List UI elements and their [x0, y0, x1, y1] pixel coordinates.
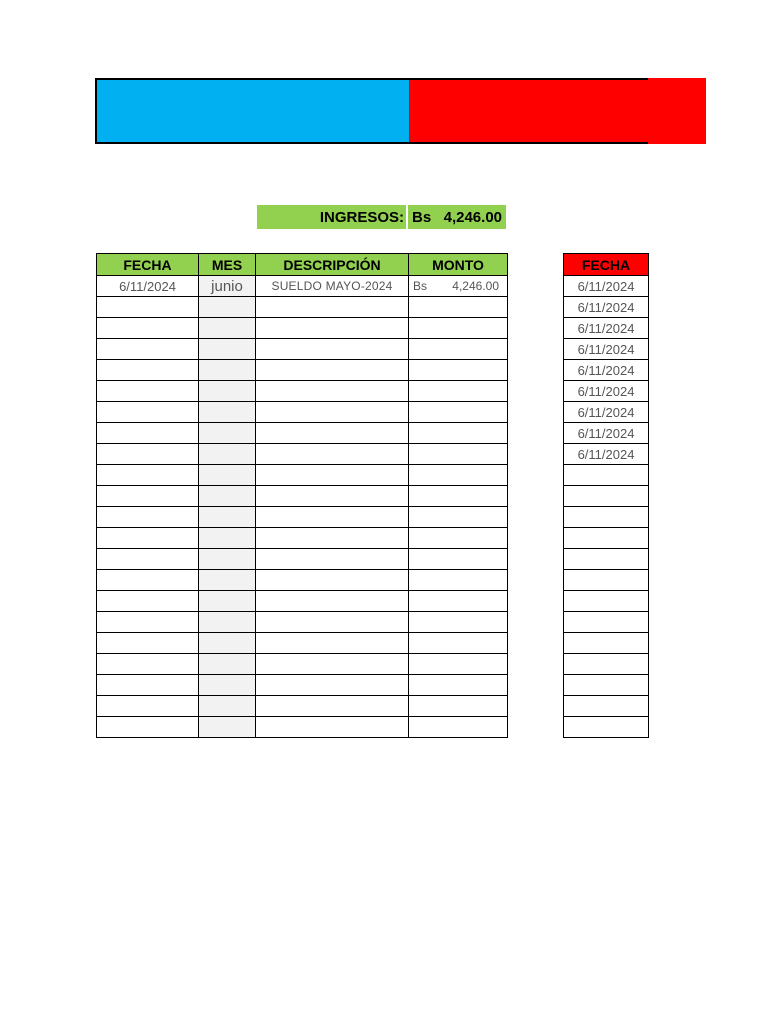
table-row [97, 717, 508, 738]
cell-mes[interactable] [199, 486, 256, 507]
cell-fecha[interactable] [97, 486, 199, 507]
side-header-fecha: FECHA [564, 254, 649, 276]
cell-descripcion[interactable] [256, 339, 409, 360]
table-row [97, 570, 508, 591]
cell-monto[interactable] [409, 318, 508, 339]
side-cell-fecha[interactable]: 6/11/2024 [564, 276, 649, 297]
side-table-row [564, 402, 649, 423]
cell-monto[interactable] [409, 654, 508, 675]
table-row [97, 276, 508, 297]
cell-fecha[interactable] [97, 402, 199, 423]
cell-mes[interactable] [199, 297, 256, 318]
header-descripcion: DESCRIPCIÓN [256, 254, 409, 276]
table-row [97, 591, 508, 612]
table-row [97, 612, 508, 633]
side-table-row [564, 696, 649, 717]
side-cell-fecha[interactable] [564, 717, 649, 738]
cell-fecha[interactable] [97, 591, 199, 612]
side-table-row [564, 381, 649, 402]
side-cell-fecha[interactable] [564, 507, 649, 528]
cell-fecha[interactable] [97, 507, 199, 528]
table-row [97, 528, 508, 549]
cell-fecha[interactable] [97, 339, 199, 360]
cell-monto[interactable] [409, 360, 508, 381]
ingresos-amount: 4,246.00 [443, 208, 502, 226]
table-row [97, 486, 508, 507]
ingresos-currency: Bs [412, 208, 432, 226]
cell-monto[interactable] [409, 402, 508, 423]
side-table-row [564, 276, 649, 297]
cell-monto[interactable] [409, 486, 508, 507]
cell-mes[interactable] [199, 549, 256, 570]
table-header-row [97, 254, 508, 276]
cell-mes[interactable] [199, 612, 256, 633]
cell-descripcion[interactable] [256, 486, 409, 507]
cell-mes[interactable] [199, 465, 256, 486]
cell-descripcion[interactable] [256, 717, 409, 738]
cell-descripcion[interactable] [256, 528, 409, 549]
banner-red-border [409, 78, 648, 144]
cell-mes[interactable] [199, 696, 256, 717]
side-cell-fecha[interactable] [564, 612, 649, 633]
cell-descripcion[interactable] [256, 402, 409, 423]
cell-fecha[interactable] [97, 318, 199, 339]
cell-mes[interactable] [199, 675, 256, 696]
cell-mes[interactable] [199, 444, 256, 465]
cell-fecha[interactable] [97, 570, 199, 591]
cell-descripcion[interactable] [256, 297, 409, 318]
cell-fecha[interactable] [97, 696, 199, 717]
fecha-side-table [563, 253, 649, 738]
cell-descripcion[interactable] [256, 612, 409, 633]
monto-amount: 4,246.00 [452, 279, 499, 293]
cell-mes[interactable] [199, 654, 256, 675]
table-row [97, 381, 508, 402]
cell-monto[interactable] [409, 717, 508, 738]
cell-mes[interactable] [199, 591, 256, 612]
table-row [97, 675, 508, 696]
cell-monto[interactable] [409, 591, 508, 612]
cell-descripcion[interactable] [256, 423, 409, 444]
side-table-row [564, 717, 649, 738]
cell-mes[interactable] [199, 717, 256, 738]
side-table-row [564, 570, 649, 591]
cell-mes[interactable] [199, 339, 256, 360]
cell-fecha[interactable] [97, 717, 199, 738]
cell-monto[interactable] [409, 633, 508, 654]
header-fecha: FECHA [97, 254, 199, 276]
ingresos-label [257, 205, 406, 229]
cell-mes[interactable] [199, 381, 256, 402]
cell-descripcion[interactable]: SUELDO MAYO-2024 [256, 276, 409, 297]
cell-fecha[interactable] [97, 633, 199, 654]
cell-mes[interactable] [199, 360, 256, 381]
side-table-row [564, 591, 649, 612]
table-row [97, 654, 508, 675]
cell-monto[interactable] [409, 612, 508, 633]
cell-monto[interactable] [409, 528, 508, 549]
cell-descripcion[interactable] [256, 465, 409, 486]
cell-mes[interactable] [199, 318, 256, 339]
side-cell-fecha[interactable] [564, 570, 649, 591]
side-table-row [564, 633, 649, 654]
side-table-row [564, 507, 649, 528]
cell-monto[interactable] [409, 570, 508, 591]
monto-currency: Bs [413, 279, 428, 293]
cell-descripcion[interactable] [256, 570, 409, 591]
cell-monto[interactable] [409, 423, 508, 444]
cell-descripcion[interactable] [256, 675, 409, 696]
cell-monto[interactable] [409, 549, 508, 570]
header-monto: MONTO [409, 254, 508, 276]
side-cell-fecha[interactable] [564, 654, 649, 675]
cell-fecha[interactable] [97, 465, 199, 486]
side-cell-fecha[interactable]: 6/11/2024 [564, 318, 649, 339]
table-row [97, 696, 508, 717]
cell-mes[interactable] [199, 528, 256, 549]
side-table-row [564, 486, 649, 507]
side-cell-fecha[interactable] [564, 528, 649, 549]
table-row [97, 549, 508, 570]
side-cell-fecha[interactable]: 6/11/2024 [564, 360, 649, 381]
ingresos-value [408, 205, 506, 229]
side-cell-fecha[interactable]: 6/11/2024 [564, 381, 649, 402]
side-cell-fecha[interactable] [564, 465, 649, 486]
side-cell-fecha[interactable]: 6/11/2024 [564, 444, 649, 465]
side-table-row [564, 318, 649, 339]
side-cell-fecha[interactable]: 6/11/2024 [564, 339, 649, 360]
cell-descripcion[interactable] [256, 549, 409, 570]
cell-mes[interactable] [199, 570, 256, 591]
cell-fecha[interactable] [97, 381, 199, 402]
table-row [97, 339, 508, 360]
cell-descripcion[interactable] [256, 696, 409, 717]
table-row [97, 633, 508, 654]
cell-descripcion[interactable] [256, 591, 409, 612]
cell-fecha[interactable] [97, 549, 199, 570]
side-cell-fecha[interactable] [564, 486, 649, 507]
side-table-row [564, 444, 649, 465]
ingresos-table [96, 253, 508, 738]
cell-monto[interactable] [409, 276, 508, 297]
cell-mes[interactable] [199, 423, 256, 444]
cell-descripcion[interactable] [256, 507, 409, 528]
side-cell-fecha[interactable] [564, 591, 649, 612]
header-mes: MES [199, 254, 256, 276]
cell-descripcion[interactable] [256, 633, 409, 654]
cell-fecha[interactable] [97, 528, 199, 549]
cell-mes[interactable] [199, 633, 256, 654]
side-header-row [564, 254, 649, 276]
cell-fecha[interactable] [97, 612, 199, 633]
cell-mes[interactable] [199, 402, 256, 423]
side-cell-fecha[interactable] [564, 633, 649, 654]
cell-mes[interactable]: junio [199, 276, 256, 297]
side-table-row [564, 423, 649, 444]
side-cell-fecha[interactable]: 6/11/2024 [564, 297, 649, 318]
table-row [97, 423, 508, 444]
cell-mes[interactable] [199, 507, 256, 528]
side-table-row [564, 465, 649, 486]
cell-monto[interactable] [409, 297, 508, 318]
cell-monto[interactable] [409, 381, 508, 402]
cell-fecha[interactable] [97, 675, 199, 696]
table-row [97, 360, 508, 381]
side-table-row [564, 528, 649, 549]
cell-monto[interactable] [409, 507, 508, 528]
cell-monto[interactable] [409, 339, 508, 360]
side-table-row [564, 360, 649, 381]
side-table-row [564, 675, 649, 696]
cell-fecha[interactable]: 6/11/2024 [97, 276, 199, 297]
cell-fecha[interactable] [97, 423, 199, 444]
side-cell-fecha[interactable] [564, 549, 649, 570]
side-cell-fecha[interactable] [564, 696, 649, 717]
cell-fecha[interactable] [97, 360, 199, 381]
side-cell-fecha[interactable]: 6/11/2024 [564, 402, 649, 423]
cell-monto[interactable] [409, 696, 508, 717]
ingresos-label-text: INGRESOS: [319, 208, 404, 226]
cell-monto[interactable] [409, 465, 508, 486]
banner-blue [95, 78, 409, 144]
table-row [97, 402, 508, 423]
table-row [97, 444, 508, 465]
table-row [97, 465, 508, 486]
side-cell-fecha[interactable]: 6/11/2024 [564, 423, 649, 444]
table-row [97, 318, 508, 339]
side-cell-fecha[interactable] [564, 675, 649, 696]
cell-descripcion[interactable] [256, 318, 409, 339]
cell-fecha[interactable] [97, 444, 199, 465]
side-table-row [564, 297, 649, 318]
cell-descripcion[interactable] [256, 444, 409, 465]
cell-descripcion[interactable] [256, 654, 409, 675]
cell-descripcion[interactable] [256, 381, 409, 402]
cell-fecha[interactable] [97, 654, 199, 675]
side-table-row [564, 612, 649, 633]
cell-monto[interactable] [409, 444, 508, 465]
cell-descripcion[interactable] [256, 360, 409, 381]
table-row [97, 297, 508, 318]
cell-monto[interactable] [409, 675, 508, 696]
side-table-row [564, 339, 649, 360]
side-table-row [564, 549, 649, 570]
table-row [97, 507, 508, 528]
cell-fecha[interactable] [97, 297, 199, 318]
side-table-row [564, 654, 649, 675]
